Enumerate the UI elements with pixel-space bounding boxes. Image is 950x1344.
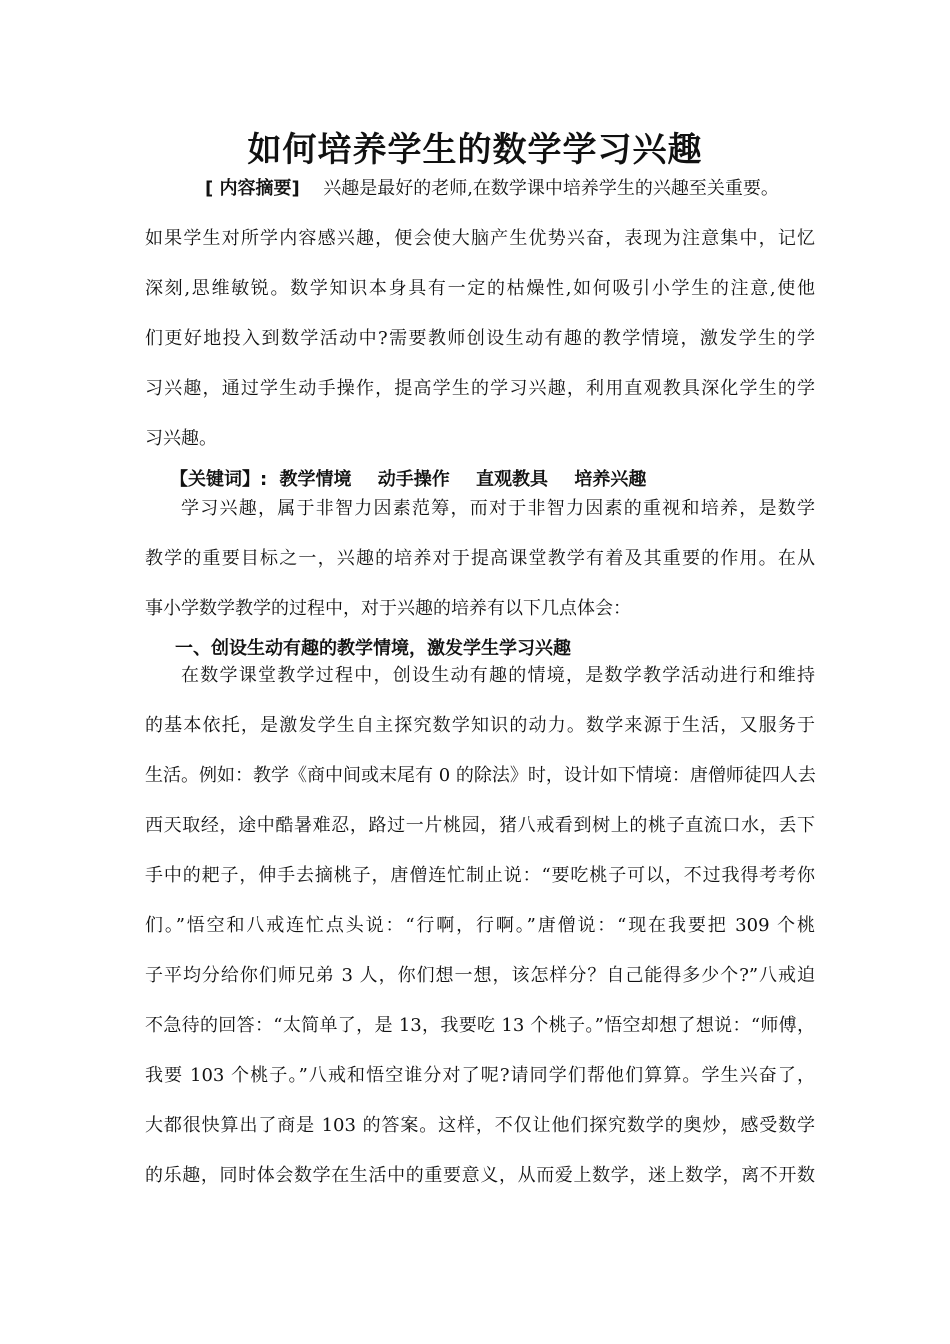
body-line: 的乐趣，同时体会数学在生活中的重要意义，从而爱上数学，迷上数学，离不开数 bbox=[145, 1165, 815, 1186]
keyword: 动手操作 bbox=[377, 469, 450, 490]
intro-line: 教学的重要目标之一，兴趣的培养对于提高课堂教学有着及其重要的作用。在从 bbox=[145, 548, 815, 569]
abstract-line: 习兴趣。 bbox=[145, 428, 217, 449]
intro-line: 事小学数学教学的过程中，对于兴趣的培养有以下几点体会： bbox=[145, 598, 631, 619]
abstract-line: 们更好地投入到数学活动中?需要教师创设生动有趣的教学情境，激发学生的学 bbox=[145, 328, 815, 349]
body-line: 生活。例如：教学《商中间或末尾有 0 的除法》时，设计如下情境：唐僧师徒四人去 bbox=[145, 765, 816, 786]
keyword: 教学情境 bbox=[279, 469, 352, 490]
abstract-line: 如果学生对所学内容感兴趣，便会使大脑产生优势兴奋，表现为注意集中，记忆 bbox=[145, 228, 815, 249]
keyword: 直观教具 bbox=[476, 469, 549, 490]
body-line: 在数学课堂教学过程中，创设生动有趣的情境，是数学教学活动进行和维持 bbox=[181, 665, 815, 686]
abstract-line: 深刻,思维敏锐。数学知识本身具有一定的枯燥性,如何吸引小学生的注意,使他 bbox=[145, 278, 815, 299]
body-line: 西天取经，途中酷暑难忍，路过一片桃园，猪八戒看到树上的桃子直流口水，丢下 bbox=[145, 815, 815, 836]
document-title: 如何培养学生的数学学习兴趣 bbox=[247, 130, 703, 170]
body-line: 大都很快算出了商是 103 的答案。这样，不仅让他们探究数学的奥炒，感受数学 bbox=[145, 1115, 815, 1136]
body-line: 的基本依托，是激发学生自主探究数学知识的动力。数学来源于生活，又服务于 bbox=[145, 715, 815, 736]
abstract-label: [ 内容摘要] bbox=[205, 178, 300, 199]
body-line: 我要 103 个桃子。”八戒和悟空谁分对了呢?请同学们帮他们算算。学生兴奋了， bbox=[145, 1065, 815, 1086]
keywords-line bbox=[170, 467, 666, 493]
body-line: 手中的耙子，伸手去摘桃子，唐僧连忙制止说：“要吃桃子可以，不过我得考考你 bbox=[145, 865, 815, 886]
body-line: 不急待的回答：“太简单了，是 13，我要吃 13 个桃子。”悟空却想了想说：“师傅， bbox=[145, 1015, 815, 1036]
keyword: 培养兴趣 bbox=[574, 469, 647, 490]
abstract-text: 兴趣是最好的老师,在数学课中培养学生的兴趣至关重要。 bbox=[323, 178, 779, 199]
body-line: 们。”悟空和八戒连忙点头说：“行啊，行啊。”唐僧说：“现在我要把 309 个桃 bbox=[145, 915, 815, 936]
abstract-line: 习兴趣，通过学生动手操作，提高学生的学习兴趣，利用直观教具深化学生的学 bbox=[145, 378, 815, 399]
body-line: 子平均分给你们师兄弟 3 人，你们想一想，该怎样分？自己能得多少个?”八戒迫 bbox=[145, 965, 815, 986]
section-heading: 一、创设生动有趣的教学情境，激发学生学习兴趣 bbox=[175, 638, 571, 659]
abstract-first-line bbox=[205, 176, 815, 202]
keywords-label: 【关键词】: bbox=[170, 469, 268, 490]
intro-line: 学习兴趣，属于非智力因素范筹，而对于非智力因素的重视和培养，是数学 bbox=[181, 498, 815, 519]
